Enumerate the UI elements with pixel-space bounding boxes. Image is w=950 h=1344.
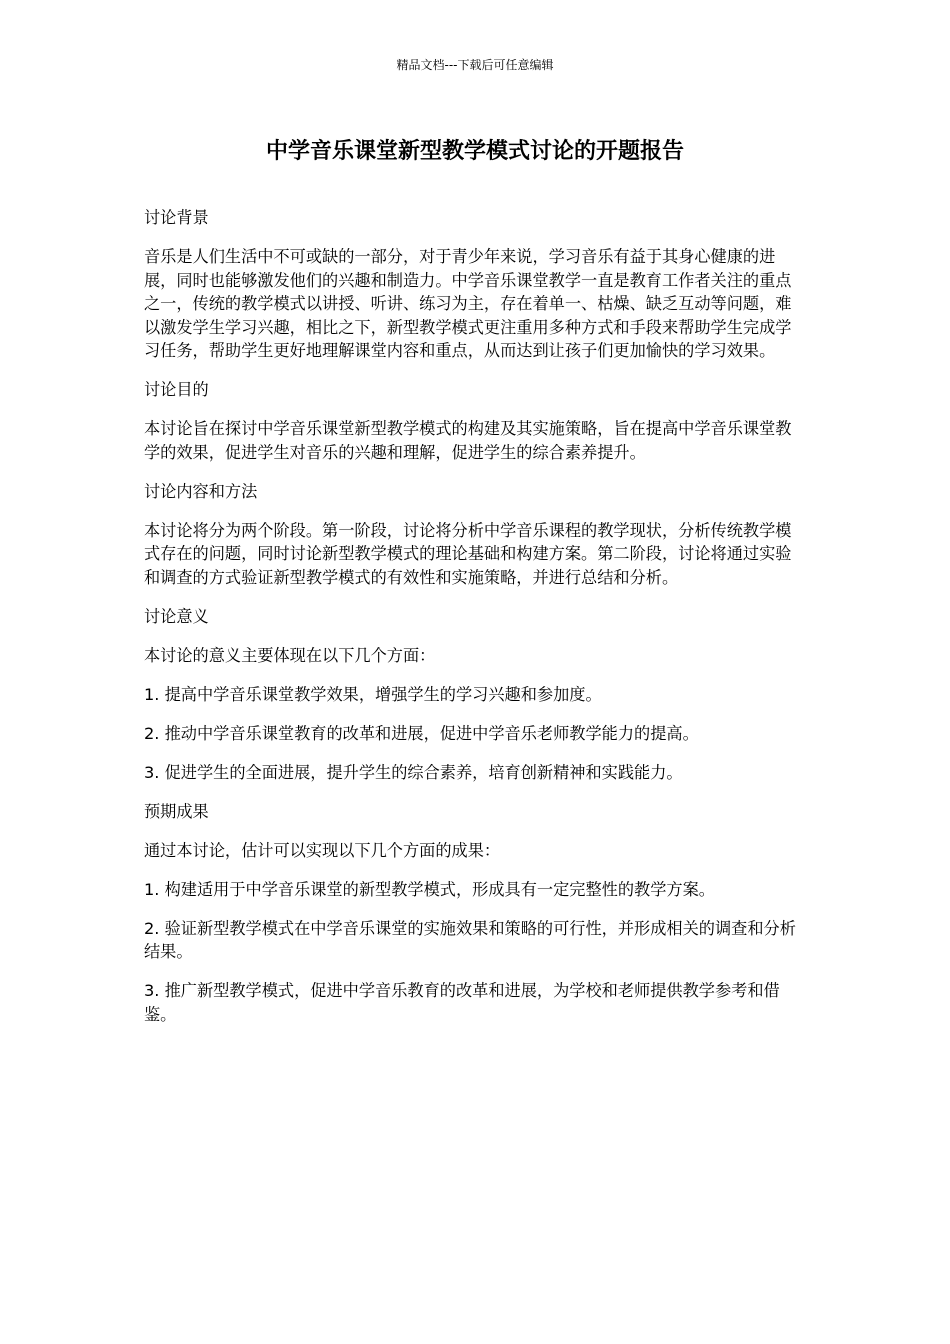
page-header: 精品文档---下载后可任意编辑 bbox=[396, 58, 554, 72]
paragraph: 本讨论将分为两个阶段。第一阶段，讨论将分析中学音乐课程的教学现状，分析传统教学模式存在的问题，同时讨论新型教学模式的理论基础和构建方案。第二阶段，讨论将通过实验和调查的方式验证新型教学模式的有效性和实施策略，并进行总结和分析。 bbox=[144, 520, 792, 587]
list-item: 2. 推动中学音乐课堂教育的改革和进展，促进中学音乐老师教学能力的提高。 bbox=[144, 723, 699, 743]
list-item: 3. 促进学生的全面进展，提升学生的综合素养，培育创新精神和实践能力。 bbox=[144, 762, 683, 782]
list-item: 1. 构建适用于中学音乐课堂的新型教学模式，形成具有一定完整性的教学方案。 bbox=[144, 879, 715, 899]
section-heading: 讨论意义 bbox=[144, 606, 209, 626]
list-item: 3. 推广新型教学模式，促进中学音乐教育的改革和进展，为学校和老师提供教学参考和借鉴。 bbox=[144, 981, 780, 1024]
list-item: 1. 提高中学音乐课堂教学效果，增强学生的学习兴趣和参加度。 bbox=[144, 684, 602, 704]
section-heading: 讨论内容和方法 bbox=[144, 481, 258, 501]
section-heading: 讨论目的 bbox=[144, 380, 209, 399]
document-title: 中学音乐课堂新型教学模式讨论的开题报告 bbox=[265, 139, 684, 164]
section-heading: 讨论背景 bbox=[144, 208, 209, 227]
paragraph: 本讨论旨在探讨中学音乐课堂新型教学模式的构建及其实施策略，旨在提高中学音乐课堂教学的效果，促进学生对音乐的兴趣和理解，促进学生的综合素养提升。 bbox=[144, 419, 792, 462]
paragraph: 音乐是人们生活中不可或缺的一部分，对于青少年来说，学习音乐有益于其身心健康的进展，同时也能够激发他们的兴趣和制造力。中学音乐课堂教学一直是教育工作者关注的重点之一，传统的教学模式以讲授、听讲、练习为主，存在着单一、枯燥、缺乏互动等问题，难以激发学生学习兴趣，相比之下，新型教学模式更注重用多种方式和手段来帮助学生完成学习任务，帮助学生更好地理解课堂内容和重点，从而达到让孩子们更加愉快的学习效果。 bbox=[144, 247, 792, 360]
section-heading: 预期成果 bbox=[144, 801, 209, 821]
document-body bbox=[144, 206, 804, 1042]
paragraph: 本讨论的意义主要体现在以下几个方面： bbox=[144, 645, 436, 665]
list-item: 2. 验证新型教学模式在中学音乐课堂的实施效果和策略的可行性，并形成相关的调查和分析结果。 bbox=[144, 918, 796, 961]
paragraph: 通过本讨论，估计可以实现以下几个方面的成果： bbox=[144, 840, 501, 860]
